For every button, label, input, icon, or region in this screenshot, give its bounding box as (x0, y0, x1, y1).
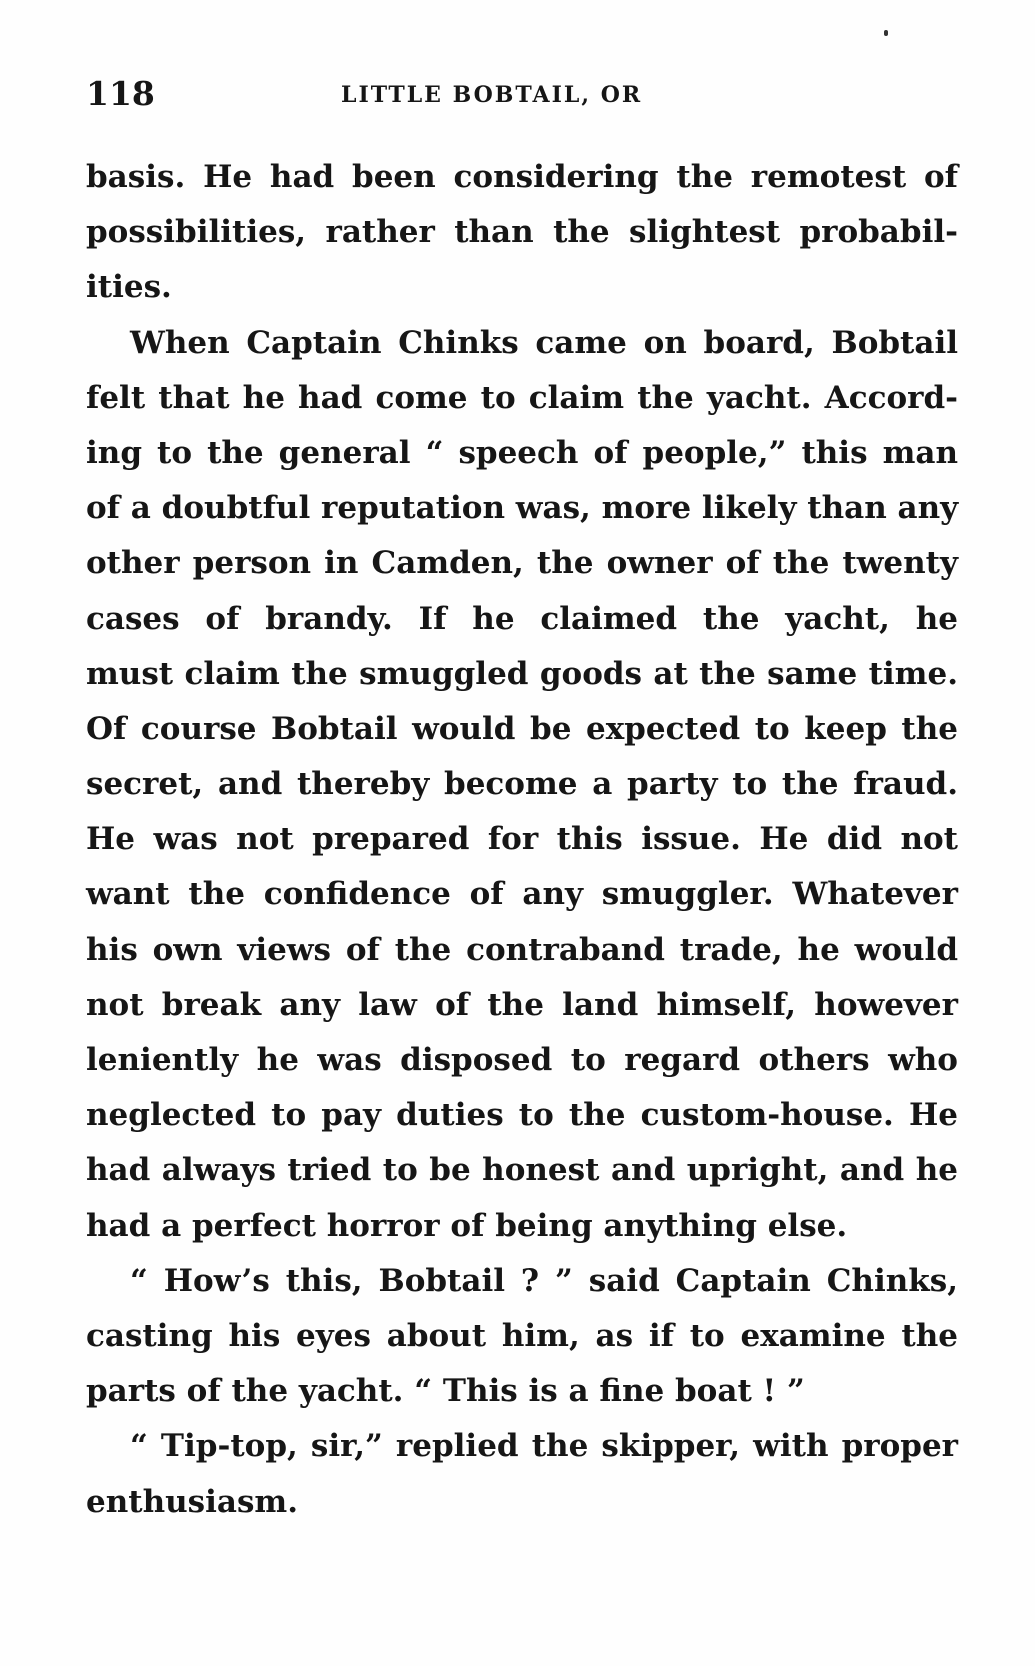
text-line: enthusiasm. (86, 1483, 299, 1520)
text-line: basis. He had been considering the remotest of (86, 159, 958, 195)
page-header (86, 74, 958, 114)
text-line: cases of brandy. If he claimed the yacht, he (86, 600, 958, 637)
running-title: LITTLE BOBTAIL, OR (341, 82, 643, 108)
ink-speck (884, 30, 888, 36)
text-line: neglected to pay duties to the custom-house. He (86, 1097, 958, 1134)
text-line: his own views of the contraband trade, he would (86, 931, 958, 968)
text-line: ities. (86, 269, 172, 306)
text-line: of a doubtful reputation was, more likely than any (86, 490, 959, 527)
text-line: secret, and thereby become a party to the fraud. (86, 766, 958, 803)
text-line: parts of the yacht. “ This is a fine boat ! ” (86, 1373, 805, 1410)
page-number: 118 (86, 74, 155, 113)
body-text (86, 150, 958, 1530)
text-line: leniently he was disposed to regard others who (86, 1042, 958, 1078)
text-line: He was not prepared for this issue. He did not (86, 821, 958, 858)
text-line: had always tried to be honest and upright, and he (86, 1152, 958, 1189)
text-line: casting his eyes about him, as if to examine the (86, 1317, 958, 1354)
text-line: must claim the smuggled goods at the same time. (86, 655, 958, 692)
text-line: When Captain Chinks came on board, Bobtail (130, 324, 958, 361)
text-line: other person in Camden, the owner of the twenty (86, 545, 958, 582)
text-line: ing to the general “ speech of people,” this man (86, 434, 958, 471)
text-line: “ How’s this, Bobtail ? ” said Captain Chinks, (130, 1262, 958, 1299)
text-line: had a perfect horror of being anything else. (86, 1207, 848, 1244)
text-line: possibilities, rather than the slightest probabil- (86, 214, 958, 251)
text-line: not break any law of the land himself, however (86, 986, 958, 1023)
text-line: “ Tip-top, sir,” replied the skipper, with proper (130, 1428, 958, 1465)
text-line: felt that he had come to claim the yacht. Accord- (86, 379, 958, 416)
text-line: want the confidence of any smuggler. Whatever (86, 876, 958, 913)
text-line: Of course Bobtail would be expected to keep the (86, 710, 958, 747)
